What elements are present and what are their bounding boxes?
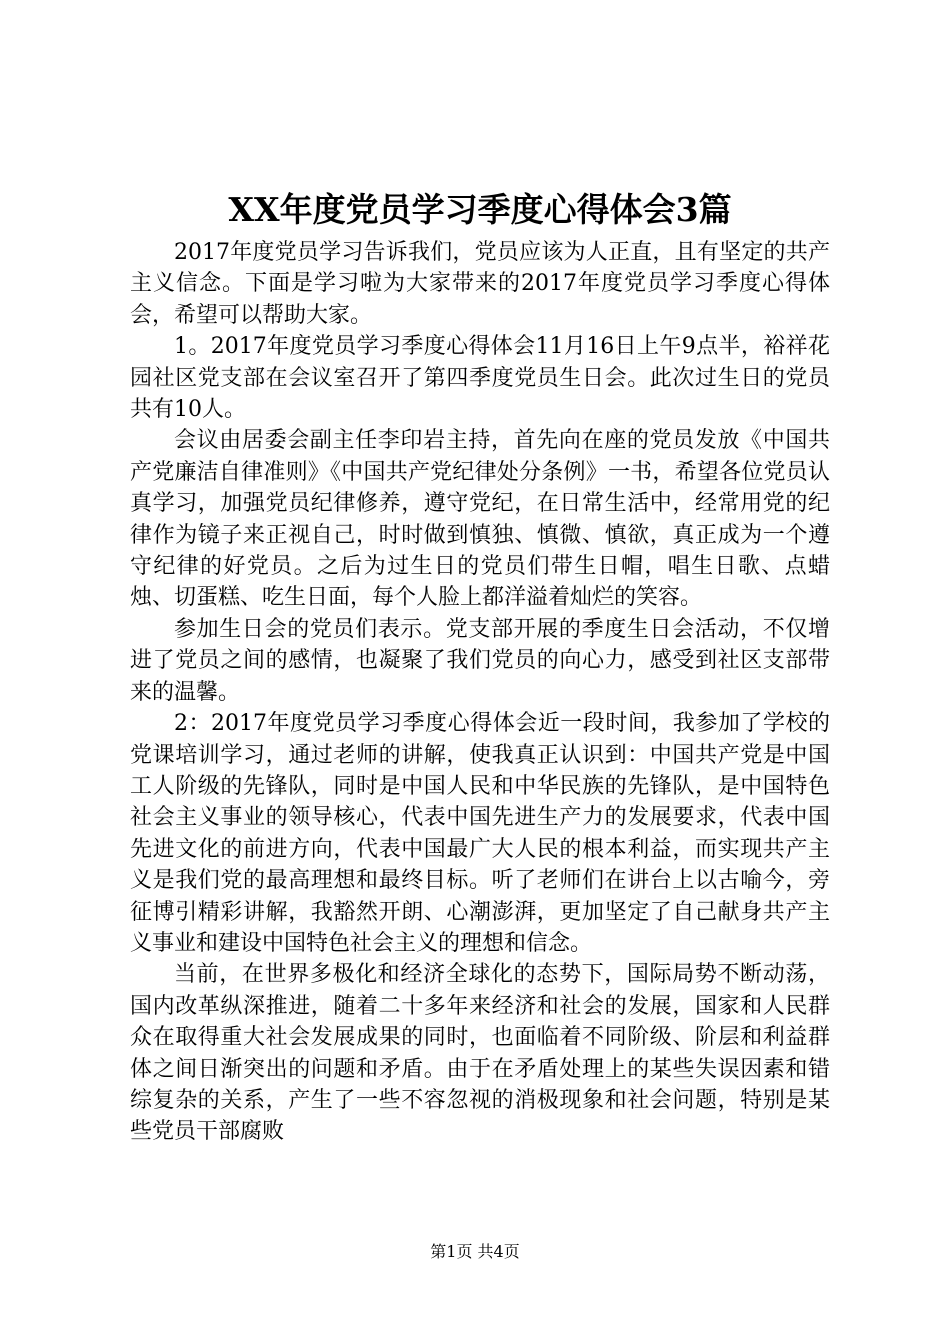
- paragraph-2: 会议由居委会副主任李印岩主持，首先向在座的党员发放《中国共产党廉洁自律准则》《中国共产党纪律处分条例》一书，希望各位党员认真学习，加强党员纪律修养，遵守党纪，在日常生活中，经常用党的纪律作为镜子来正视自己，时时做到慎独、慎微、慎欲，真正成为一个遵守纪律的好党员。之后为过生日的党员们带生日帽，唱生日歌、点蜡烛、切蛋糕、吃生日面，每个人脸上都洋溢着灿烂的笑容。: [130, 428, 830, 611]
- paragraph-5: 当前，在世界多极化和经济全球化的态势下，国际局势不断动荡，国内改革纵深推进，随着二十多年来经济和社会的发展，国家和人民群众在取得重大社会发展成果的同时，也面临着不同阶级、阶层和利益群体之间日渐突出的问题和矛盾。由于在矛盾处理上的某些失误因素和错综复杂的关系，产生了一些不容忽视的消极现象和社会问题，特别是某些党员干部腐败: [130, 962, 830, 1145]
- paragraph-1: 1。2017年度党员学习季度心得体会11月16日上午9点半，裕祥花园社区党支部在会议室召开了第四季度党员生日会。此次过生日的党员共有10人。: [130, 334, 830, 423]
- paragraph-3: 参加生日会的党员们表示。党支部开展的季度生日会活动，不仅增进了党员之间的感情，也凝聚了我们党员的向心力，感受到社区支部带来的温馨。: [130, 616, 830, 705]
- paragraph-intro: 2017年度党员学习告诉我们，党员应该为人正直，且有坚定的共产主义信念。下面是学习啦为大家带来的2017年度党员学习季度心得体会，希望可以帮助大家。: [130, 240, 830, 328]
- document-title: XX年度党员学习季度心得体会3篇: [228, 190, 732, 229]
- paragraph-4: 2：2017年度党员学习季度心得体会近一段时间，我参加了学校的党课培训学习，通过老师的讲解，使我真正认识到：中国共产党是中国工人阶级的先锋队，同时是中国人民和中华民族的先锋队，是中国特色社会主义事业的领导核心，代表中国先进生产力的发展要求，代表中国先进文化的前进方向，代表中国最广大人民的根本利益，而实现共产主义是我们党的最高理想和最终目标。听了老师们在讲台上以古喻今，旁征博引精彩讲解，我豁然开朗、心潮澎湃，更加坚定了自己献身共产主义事业和建设中国特色社会主义的理想和信念。: [130, 711, 830, 956]
- document-body: [130, 237, 830, 1148]
- page-number-footer: 第1页 共4页: [430, 1242, 520, 1261]
